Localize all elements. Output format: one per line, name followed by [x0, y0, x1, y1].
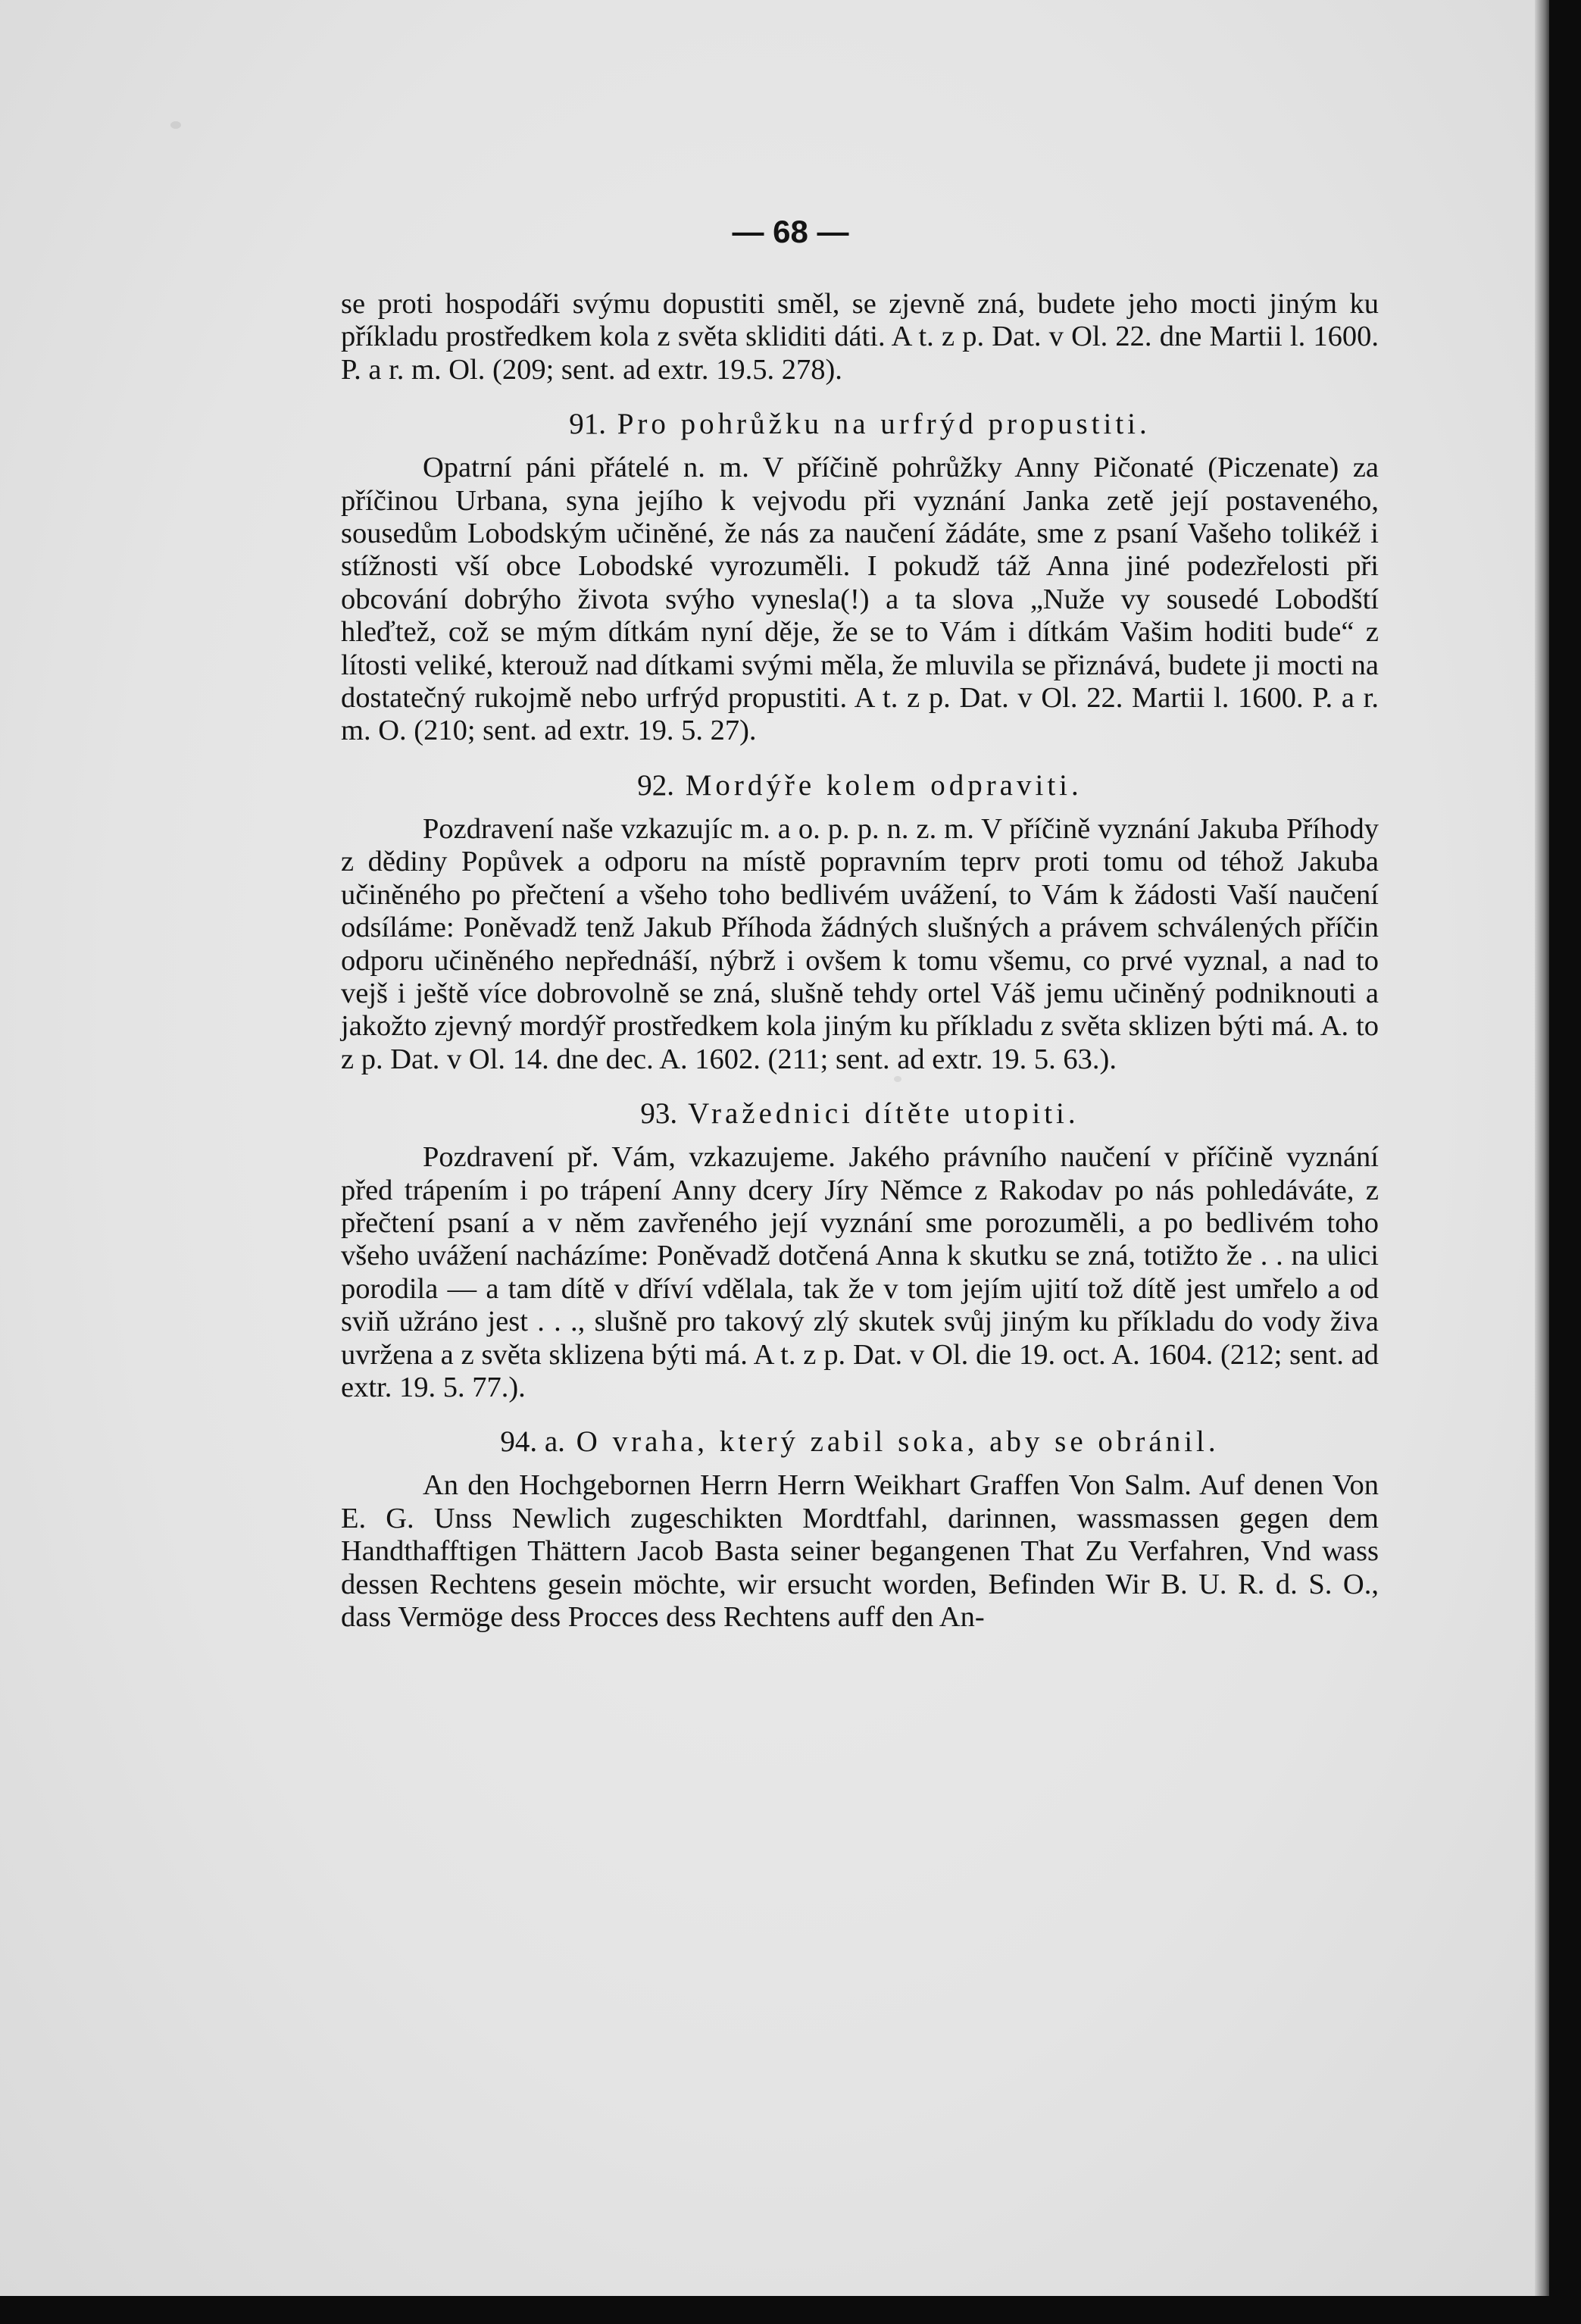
section-title: Pro pohrůžku na urfrýd propustiti. — [617, 408, 1151, 441]
section-title: O vraha, který zabil soka, aby se obránil. — [576, 1425, 1220, 1459]
intro-paragraph: se proti hospodáři svýmu dopustiti směl, se zjevně zná, budete jeho mocti jiným ku příkladu prostředkem kola z světa skliditi dáti. A t. z p. Dat. v Ol. 22. dne Martii l. 1600. P. a r. m. Ol. (209; sent. ad extr. 19.5. 278). — [341, 288, 1379, 386]
section-title: Vražednici dítěte utopiti. — [688, 1097, 1080, 1131]
page-stain — [170, 121, 181, 129]
section-body-92: Pozdravení naše vzkazujíc m. a o. p. p. n. z. m. V příčině vyznání Jakuba Příhody z dědiny Popůvek a odporu na místě popravním teprv proti tomu od téhož Jakuba učiněného po přečtení a všeho toho bedlivém uvážení, to Vám k žádosti Vaší naučení odsíláme: Poněvadž tenž Jakub Příhoda žádných slušných a právem schválených příčin odporu učiněného nepřednáší, nýbrž i ovšem k tomu všemu, co prvé vyznal, a nad to vejš i ještě více dobrovolně se zná, slušně tehdy ortel Váš jemu učiněný podniknouti a jakožto zjevný mordýř prostředkem kola jiným ku příkladu z světa sklizen býti má. A. to z p. Dat. v Ol. 14. dne dec. A. 1602. (211; sent. ad extr. 19. 5. 63.). — [341, 812, 1379, 1075]
page-number: — 68 — — [732, 214, 849, 249]
section-body-94a: An den Hochgebornen Herrn Herrn Weikhart Graffen Von Salm. Auf denen Von E. G. Unss Newlich zugeschikten Mordtfahl, darinnen, wassmassen gegen dem Handthafftigen Thättern Jacob Basta seiner begangenen That Zu Verfahren, Vnd wass dessen Rechtens gesein möchte, wir ersucht worden, Befinden Wir B. U. R. d. S. O., dass Vermöge dess Procces dess Rechtens auff den An- — [341, 1469, 1379, 1633]
section-heading-94a — [341, 1425, 1379, 1459]
section-number: 93. — [640, 1097, 678, 1131]
scan-border-bottom — [0, 2296, 1581, 2324]
section-number: 94. a. — [500, 1425, 565, 1459]
section-title: Mordýře kolem odpraviti. — [685, 768, 1083, 802]
section-number: 91. — [569, 408, 606, 441]
section-body-91: Opatrní páni přátelé n. m. V příčině pohrůžky Anny Pičonaté (Piczenate) za příčinou Urbana, syna jejího k vejvodu při vyznání Janka zetě její postaveného, sousedům Lobodským učiněné, že nás za naučení žádáte, sme z psaní Vašeho tolikéž i stížnosti vší obce Lobodské vyrozuměli. I pokudž táž Anna jiné podezřelosti při obcování dobrýho života svýho vynesla(!) a ta slova „Nuže vy sousedé Lobodští hleďtež, což se mým dítkám nyní děje, že se to Vám i dítkám Vašim hoditi bude“ z lítosti veliké, kterouž nad dítkami svými měla, že mluvila se přiznává, budete ji mocti na dostatečný rukojmě nebo urfrýd propustiti. A t. z p. Dat. v Ol. 22. Martii l. 1600. P. a r. m. O. (210; sent. ad extr. 19. 5. 27). — [341, 452, 1379, 747]
section-body-93: Pozdravení př. Vám, vzkazujeme. Jakého právního naučení v příčině vyznání před trápením i po trápení Anny dcery Jíry Němce z Rakodav po nás pohledáváte, z přečtení psaní a v něm zavřeného její vyznání sme porozuměli, a po bedlivém toho všeho uvážení nacházíme: Poněvadž dotčená Anna k skutku se zná, totižto že . . na ulici porodila — a tam dítě v dříví vdělala, tak že v tom jejím ujití tož dítě jest umřelo a od sviň užráno jest . . ., slušně pro takový zlý skutek svůj jiným ku příkladu do vody živa uvržena a z světa sklizena býti má. A t. z p. Dat. v Ol. die 19. oct. A. 1604. (212; sent. ad extr. 19. 5. 77.). — [341, 1141, 1379, 1403]
section-heading-91 — [341, 408, 1379, 441]
page-text — [341, 288, 1379, 1634]
scan-border-right — [1549, 0, 1581, 2324]
section-heading-93 — [341, 1097, 1379, 1131]
section-heading-92 — [341, 769, 1379, 802]
section-number: 92. — [637, 768, 674, 802]
